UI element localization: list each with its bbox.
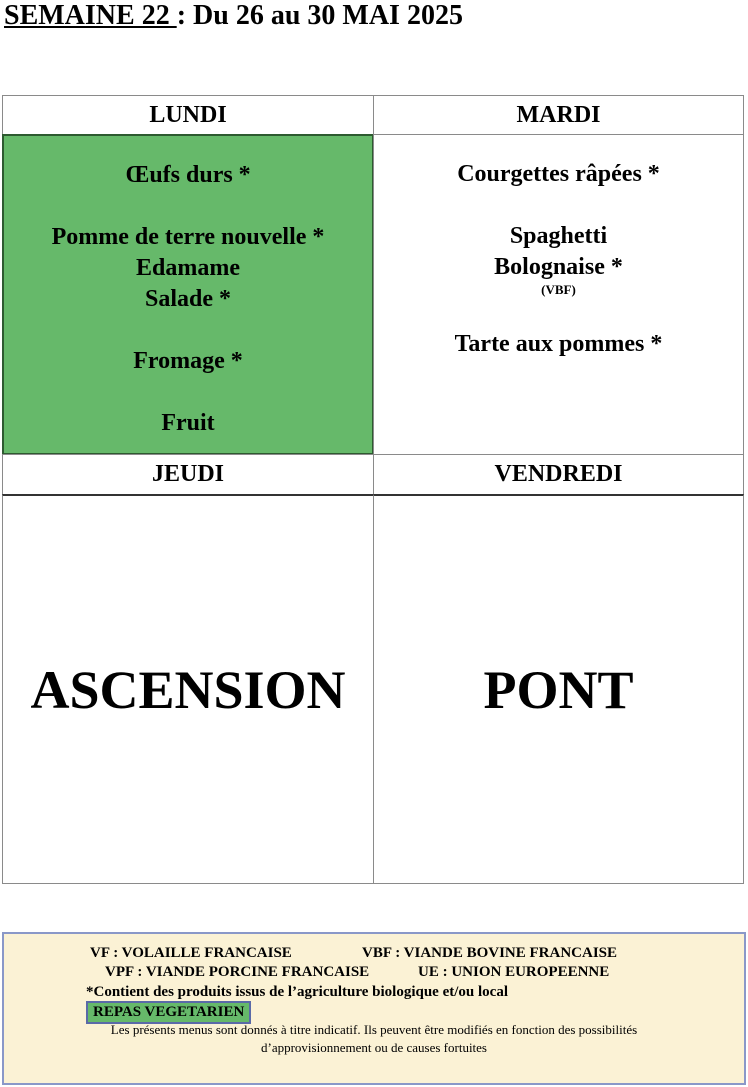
menu-spacer (4, 315, 372, 346)
menu-item: Tarte aux pommes * (454, 331, 663, 357)
menu-spacer (374, 297, 743, 329)
menu-grid (2, 95, 744, 884)
week-label: SEMAINE 22 (4, 0, 177, 31)
page-title (4, 0, 463, 32)
legend-note-line1: Les présents menus sont donnés à titre indicatif. Ils peuvent être modifiés en fonction des possibilités (110, 1022, 638, 1037)
legend-box (2, 932, 746, 1085)
menu-cell-mardi (373, 134, 744, 455)
menu-spacer (374, 190, 743, 221)
menu-item: Spaghetti (509, 223, 608, 249)
date-range: : Du 26 au 30 MAI 2025 (176, 0, 463, 31)
day-header-lundi: LUNDI (2, 95, 374, 135)
menu-item: Salade * (144, 286, 231, 312)
menu-cell-lundi (2, 134, 374, 455)
menu-cell-jeudi (2, 494, 374, 884)
day-header-jeudi: JEUDI (2, 454, 374, 495)
legend-vegetarian-badge: REPAS VEGETARIEN (86, 1001, 251, 1024)
holiday-label: PONT (483, 659, 634, 720)
menu-spacer (4, 191, 372, 222)
menu-item: Fruit (161, 410, 215, 436)
menu-item: Bolognaise * (494, 254, 623, 280)
origin-note: (VBF) (541, 282, 576, 297)
legend-note-line2: d’approvisionnement ou de causes fortuites (261, 1040, 487, 1055)
day-header-vendredi: VENDREDI (373, 454, 744, 495)
menu-item: Courgettes râpées * (457, 161, 660, 187)
legend-vf: VF : VOLAILLE FRANCAISE (90, 945, 292, 961)
legend-ue: UE : UNION EUROPEENNE (418, 964, 610, 980)
legend-vpf: VPF : VIANDE PORCINE FRANCAISE (105, 964, 370, 980)
legend-bio: *Contient des produits issus de l’agriculture biologique et/ou local (86, 984, 508, 1000)
menu-item: Œufs durs * (125, 162, 251, 188)
holiday-label: ASCENSION (30, 659, 346, 720)
day-header-mardi: MARDI (373, 95, 744, 135)
menu-item: Pomme de terre nouvelle * (51, 224, 325, 250)
menu-item: Fromage * (133, 348, 243, 374)
menu-cell-vendredi (373, 494, 744, 884)
menu-item: Edamame (136, 255, 240, 281)
menu-spacer (4, 377, 372, 408)
legend-vbf: VBF : VIANDE BOVINE FRANCAISE (362, 945, 618, 961)
